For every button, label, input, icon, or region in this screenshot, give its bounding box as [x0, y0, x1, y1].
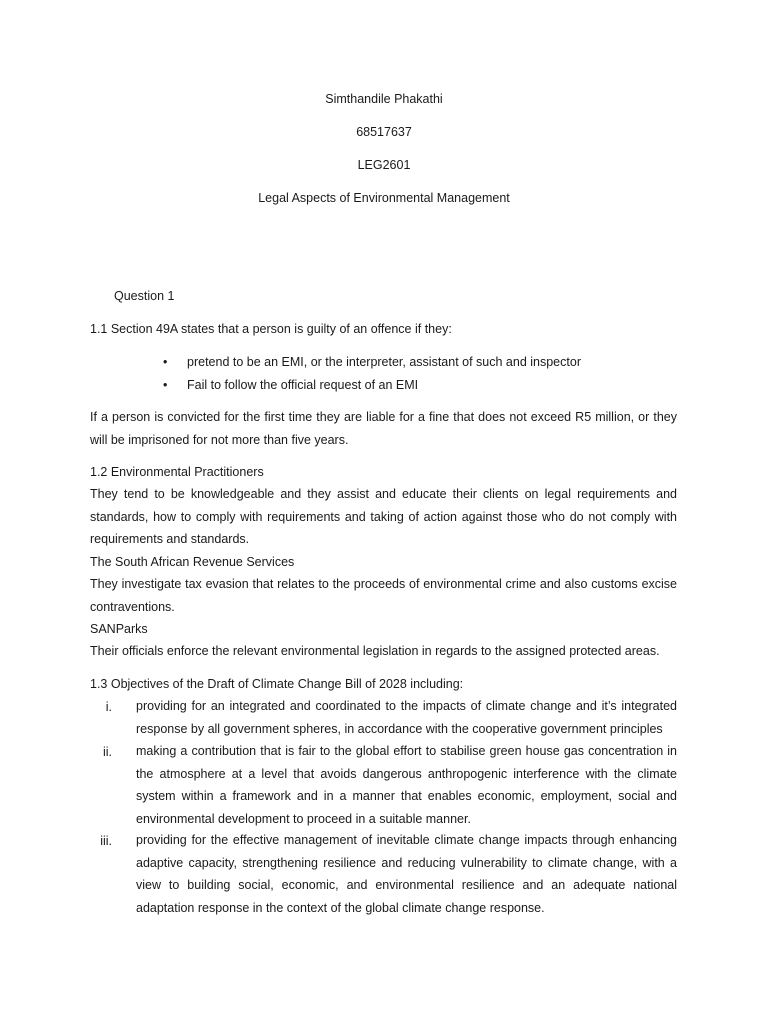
list-numeral: iii. — [100, 834, 112, 848]
module-code: LEG2601 — [357, 158, 411, 172]
q1-2-heading: 1.2 Environmental Practitioners — [90, 465, 264, 479]
q1-2-sars-heading: The South African Revenue Services — [90, 555, 295, 569]
module-title: Legal Aspects of Environmental Management — [258, 191, 510, 205]
list-item: Fail to follow the official request of an EMI — [187, 378, 419, 392]
q1-2-sanparks-heading: SANParks — [90, 622, 148, 636]
bullet-symbol: • — [163, 378, 168, 392]
q1-1-penalty: If a person is convicted for the first time they are liable for a fine that does not exceed R5 million, or they will be imprisoned for not more than five years. — [90, 410, 677, 447]
list-item: providing for an integrated and coordinated to the impacts of climate change and it’s integrated response by all government spheres, in accordance with the cooperative government principles — [136, 699, 677, 736]
student-number: 68517637 — [356, 125, 412, 139]
q1-1-intro: 1.1 Section 49A states that a person is guilty of an offence if they: — [90, 322, 452, 336]
list-item: pretend to be an EMI, or the interpreter, assistant of such and inspector — [187, 355, 581, 369]
list-item: making a contribution that is fair to the global effort to stabilise green house gas concentration in the atmosphere at a level that avoids dangerous anthropogenic interference with the climate system within a framework and in a manner that enables economic, employment, social and environmental development to proceed in a suitable manner. — [136, 744, 677, 826]
q1-2-sars-text: They investigate tax evasion that relates to the proceeds of environmental crime and also customs excise contraventions. — [90, 577, 677, 614]
question-heading: Question 1 — [114, 289, 175, 303]
list-numeral: ii. — [102, 745, 112, 759]
bullet-symbol: • — [163, 355, 168, 369]
q1-3-heading: 1.3 Objectives of the Draft of Climate Change Bill of 2028 including: — [90, 677, 464, 691]
author-name: Simthandile Phakathi — [325, 92, 443, 106]
list-numeral: i. — [105, 700, 112, 714]
list-item: providing for the effective management of inevitable climate change impacts through enhancing adaptive capacity, strengthening resilience and reducing vulnerability to climate change, with a view to building social, economic, and environmental resilience and an adequate national adaptation response in the context of the global climate change response. — [136, 833, 677, 915]
q1-2-sanparks-text: Their officials enforce the relevant environmental legislation in regards to the assigned protected areas. — [90, 644, 660, 658]
q1-2-practitioners-text: They tend to be knowledgeable and they assist and educate their clients on legal requirements and standards, how to comply with requirements and taking of action against those who do not comply with requirements and standards. — [90, 487, 677, 546]
